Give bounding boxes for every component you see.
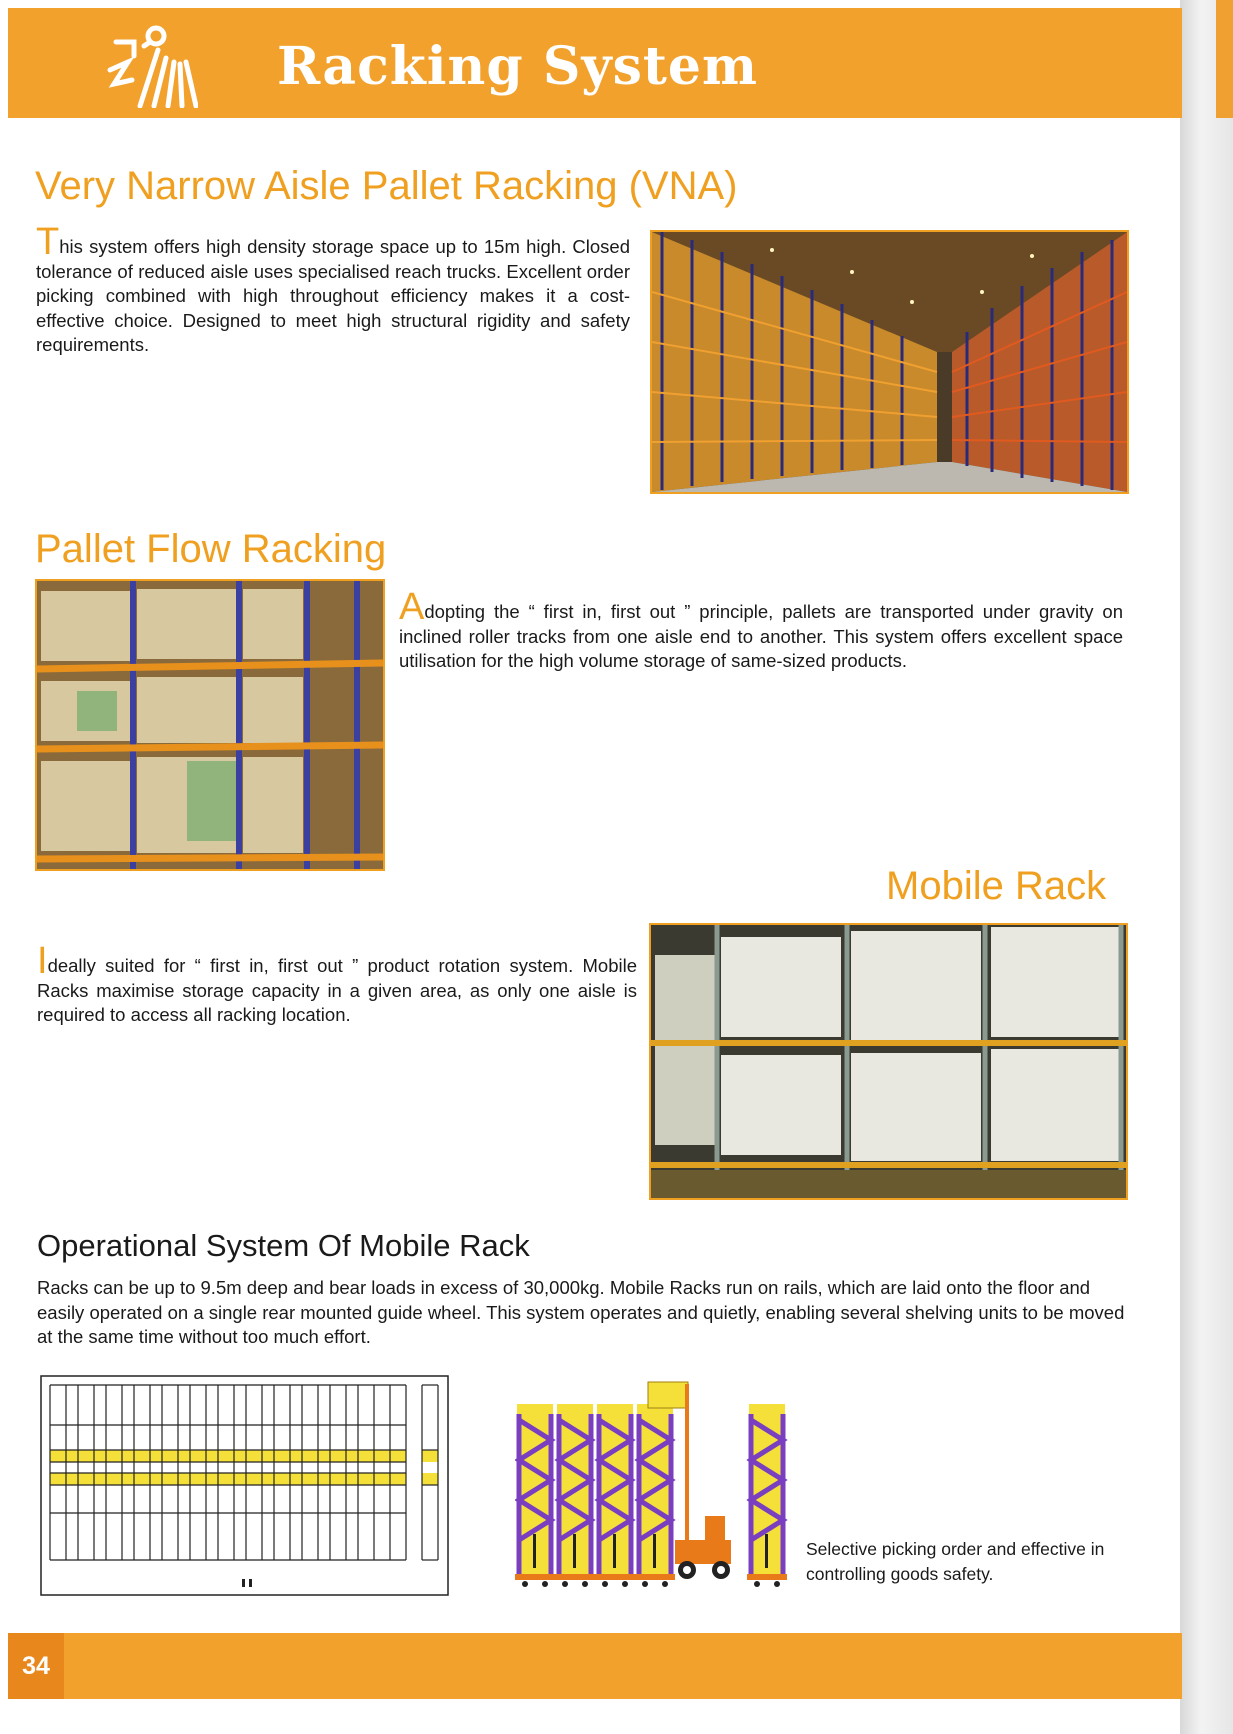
vna-drop-cap: T [36, 221, 60, 263]
vna-description [36, 221, 630, 358]
vna-racking-photo [650, 230, 1129, 494]
pallet-flow-description [399, 586, 1123, 674]
pallet-flow-drop-cap: A [399, 586, 425, 628]
mobile-rack-plan-diagram [40, 1375, 450, 1597]
operational-title: Operational System Of Mobile Rack [37, 1228, 530, 1263]
vna-title: Very Narrow Aisle Pallet Racking (VNA) [35, 164, 738, 208]
diagram-caption: Selective picking order and effective in controlling goods safety. [806, 1539, 1105, 1584]
mobile-rack-photo [649, 923, 1128, 1200]
pallet-flow-title: Pallet Flow Racking [35, 527, 387, 571]
pallet-flow-photo [35, 579, 385, 871]
page-edge [1180, 0, 1233, 1734]
mobile-rack-elevation-diagram [515, 1380, 790, 1596]
mobile-rack-text: deally suited for “ first in, first out ” product rotation system. Mobile Racks maximise storage capacity in a given area, as only one aisle is required to access all racking location. [37, 955, 637, 1025]
operational-text: Racks can be up to 9.5m deep and bear loads in excess of 30,000kg. Mobile Racks run on rails, which are laid onto the floor and easily operated on a single rear mounted guide wheel. This system operates and quietly, enabling several shelving units to be moved at the same time without too much effort. [37, 1277, 1125, 1347]
mobile-rack-title: Mobile Rack [886, 864, 1107, 908]
pallet-flow-text: dopting the “ first in, first out ” principle, pallets are transported under gravity on inclined roller tracks from one aisle end to another. This system offers excellent space utilisation for the high volume storage of same-sized products. [399, 601, 1123, 671]
page-edge-tab [1216, 0, 1233, 118]
mobile-rack-description [37, 940, 637, 1028]
vna-text: his system offers high density storage space up to 15m high. Closed tolerance of reduced aisle uses specialised reach trucks. Excellent order picking combined with high throughout efficiency makes it a cost-effective choice. Designed to meet high structural rigidity and safety requirements. [36, 236, 630, 355]
page-title: Racking System [277, 36, 758, 97]
footer-bar [8, 1633, 1182, 1699]
racking-logo-icon [104, 22, 198, 108]
mobile-rack-drop-cap: I [37, 940, 48, 982]
page-number: 34 [22, 1652, 50, 1680]
